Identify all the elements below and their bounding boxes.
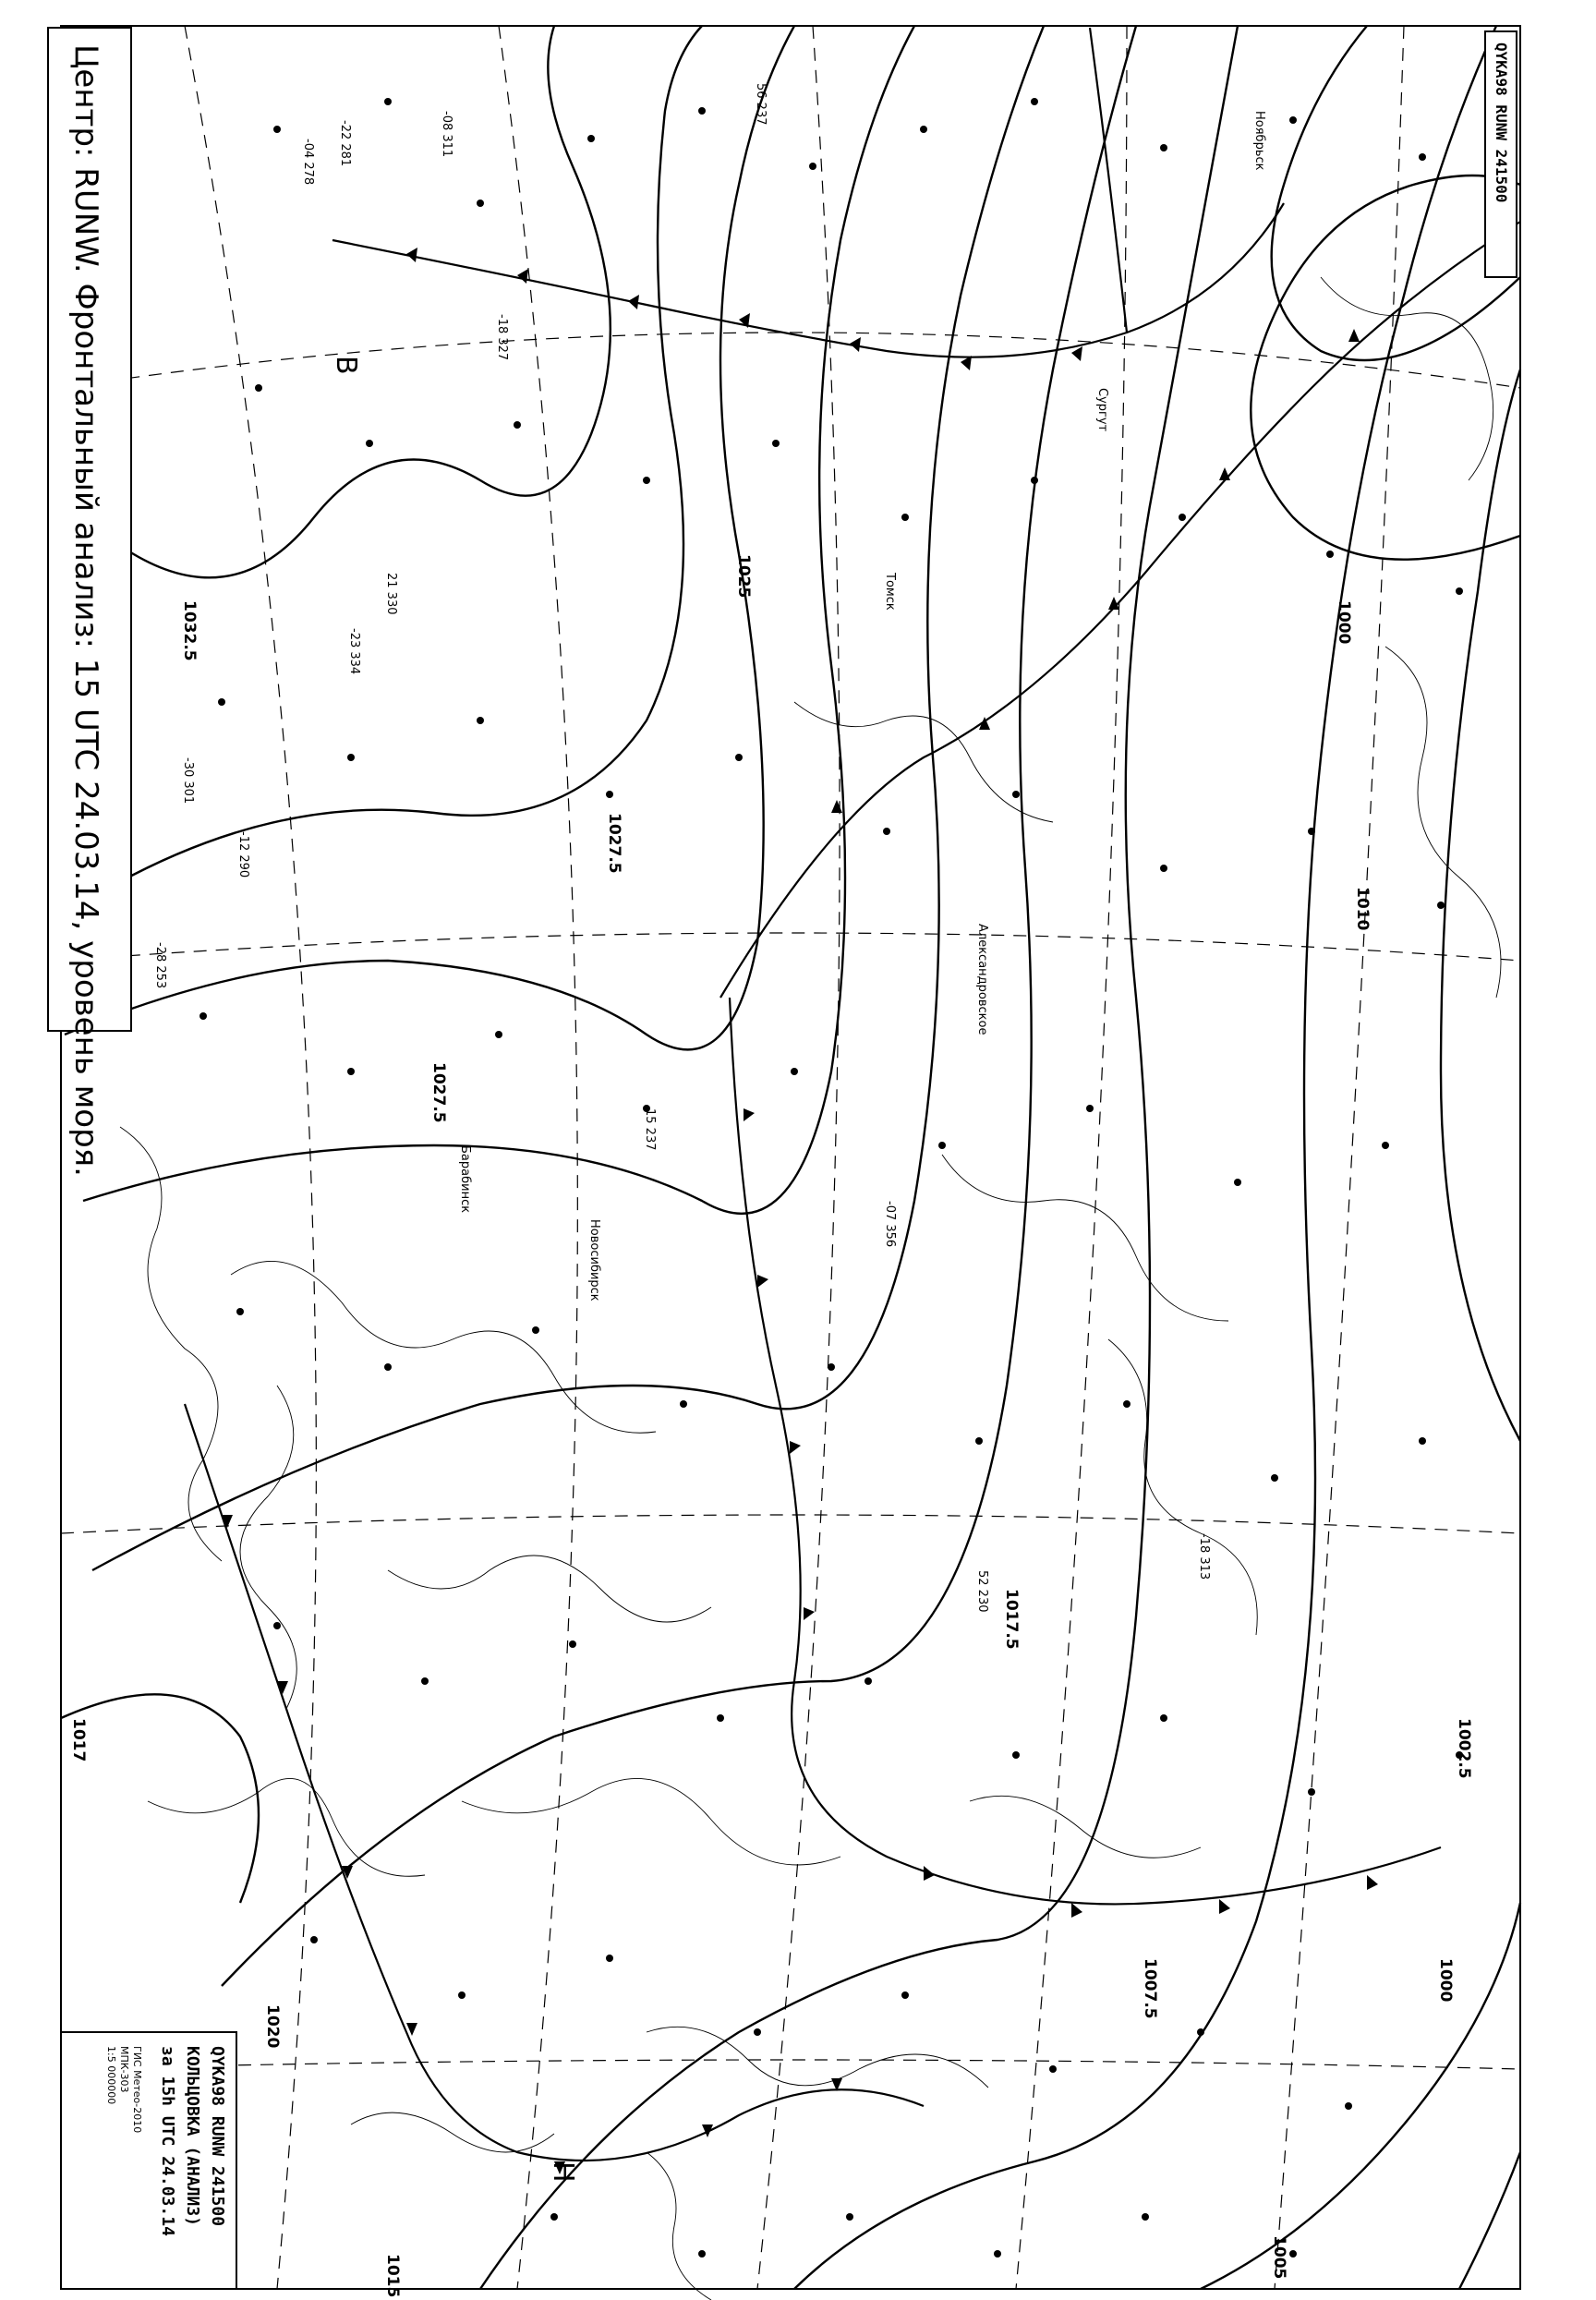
city-label: Новосибирск [587, 1219, 601, 1301]
legend-line-6: 1:5 000000 [105, 2046, 117, 2105]
station-label: -18 327 [495, 314, 509, 361]
station-label: 15 237 [643, 1108, 657, 1151]
map-title-box [48, 28, 131, 1177]
city-label: Барабинск [458, 1145, 472, 1214]
station-label: -08 311 [440, 111, 453, 158]
map-title: Центр: RUNW. Фронтальный анализ: 15 UTC 24.03.14, уровень моря. [67, 44, 104, 1177]
station-label: -28 253 [153, 942, 167, 989]
station-label: -18 313 [1197, 1533, 1211, 1580]
legend-box [61, 2032, 236, 2289]
isobar-label: 1010 [1353, 887, 1372, 931]
legend-line-1: QYKA98 RUNW 241500 [208, 2046, 227, 2227]
isobar-label: 1015 [383, 2254, 402, 2298]
high-pressure-center: В [330, 356, 362, 375]
city-label: Сургут [1095, 388, 1109, 432]
map-frame [61, 26, 1520, 2289]
station-label: -30 301 [181, 757, 195, 805]
coordinate-grid [61, 26, 1520, 2289]
isobar-labels [69, 554, 1473, 2297]
station-label: -07 356 [883, 1201, 897, 1248]
isobar-label: 1017.5 [1002, 1589, 1021, 1650]
isobar-label: 1002.5 [1455, 1718, 1473, 1779]
top-right-code-box [1485, 31, 1517, 277]
fronts [185, 28, 1520, 2161]
isobar-label: 1000 [1436, 1958, 1455, 2003]
city-label: Ноябрьск [1252, 111, 1266, 171]
station-label: -04 278 [301, 139, 315, 186]
legend-line-2: КОЛЬЦОВКА (АНАЛИЗ) [183, 2046, 202, 2227]
isobar-label: 1017 [69, 1718, 88, 1762]
legend-line-5: МПК-303 [118, 2046, 130, 2093]
geography-lines [120, 277, 1501, 2300]
legend-line-4: ГИС Метео-2010 [131, 2046, 143, 2134]
isobar-label: 1005 [1270, 2235, 1288, 2280]
station-label: -23 334 [347, 628, 361, 675]
station-label: -12 290 [236, 831, 250, 878]
isobar-label: 1025 [734, 554, 753, 599]
isobar-label: 1032.5 [180, 600, 199, 661]
isobar-label: 1027.5 [605, 813, 623, 874]
isobars [61, 26, 1520, 2289]
isobar-label: 1020 [263, 2004, 282, 2049]
station-markers [200, 98, 1463, 2258]
isobar-label: 1000 [1335, 600, 1353, 645]
isobar-label: 1027.5 [429, 1062, 448, 1123]
station-label: 21 330 [384, 573, 398, 615]
station-label: 56 237 [754, 83, 768, 126]
top-right-code: QYKA98 RUNW 241500 [1493, 42, 1510, 203]
isobar-label: 1007.5 [1141, 1958, 1159, 2019]
city-label: Томск [883, 573, 897, 611]
low-pressure-center: Н [547, 2161, 579, 2183]
front-barbs [222, 248, 1378, 2174]
station-label: -22 281 [338, 120, 352, 167]
station-label: 52 230 [975, 1570, 989, 1613]
legend-line-3: за 15h UTC 24.03.14 [158, 2046, 177, 2236]
city-label: Александровское [975, 924, 989, 1035]
